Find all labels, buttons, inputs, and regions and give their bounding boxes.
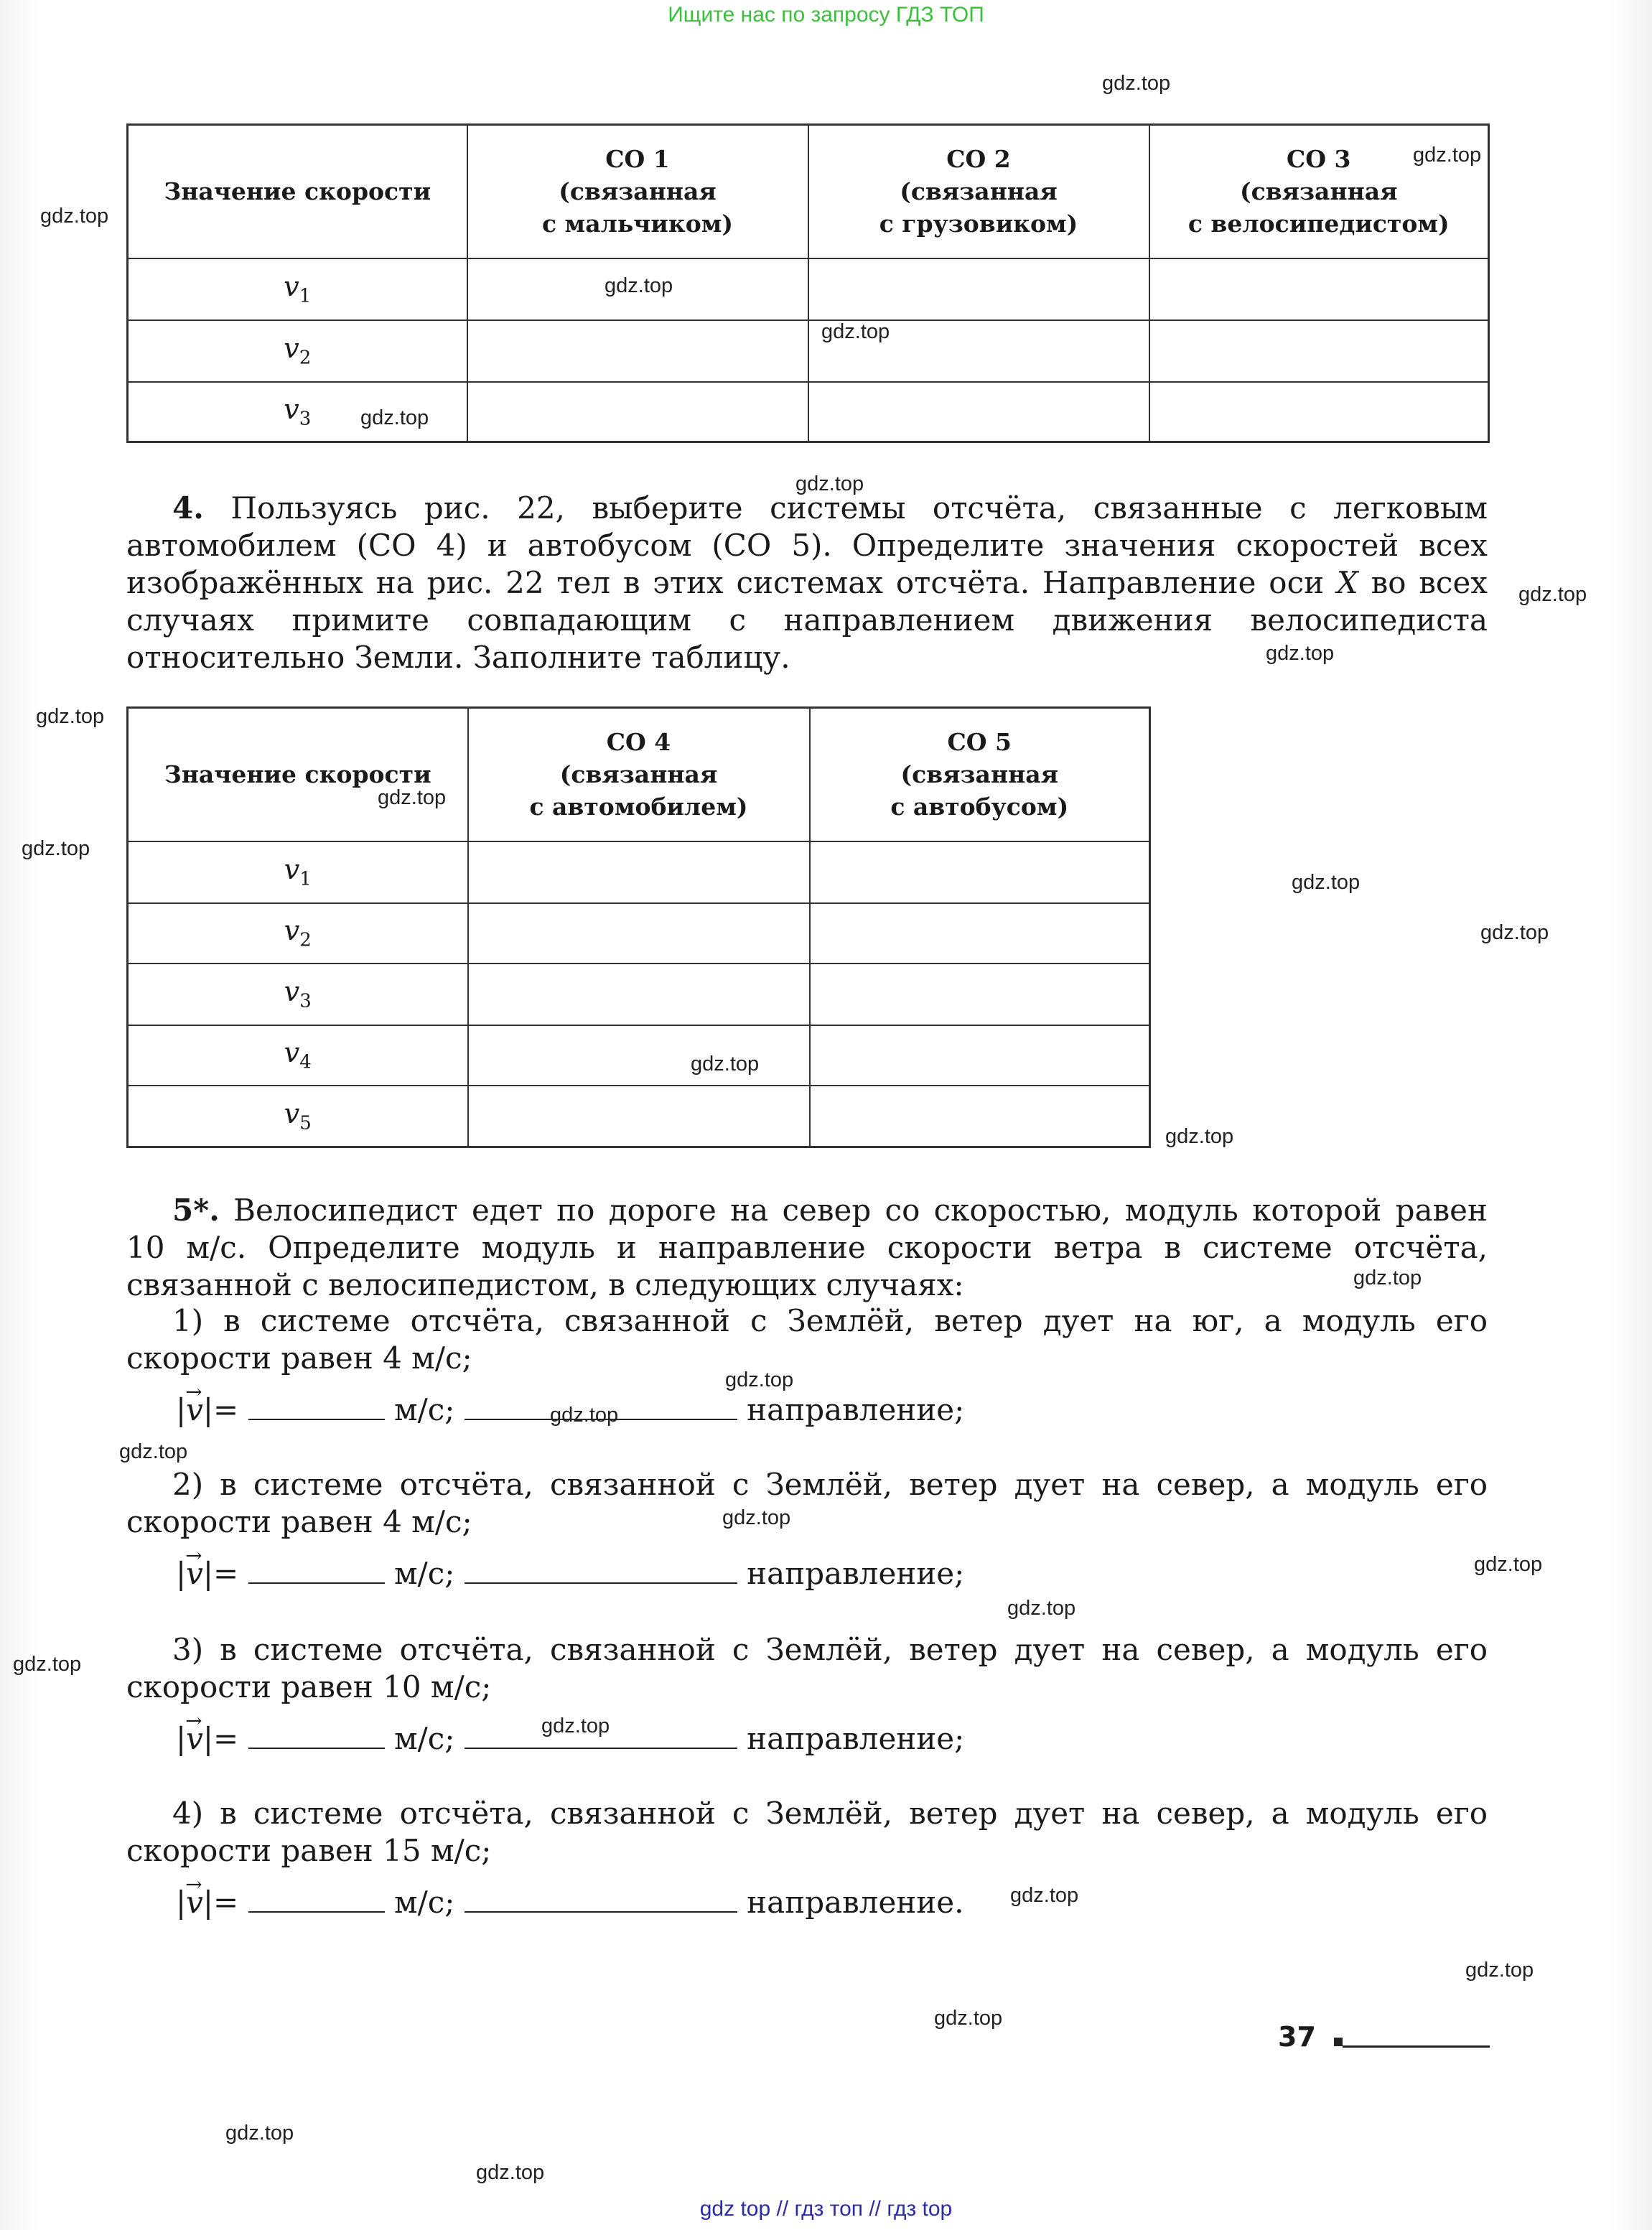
answer-cell[interactable] — [1149, 320, 1489, 382]
watermark: gdz.top — [1518, 583, 1587, 606]
task-5-case-3: 3) в системе отсчёта, связанной с Землёй, ветер дует на север, а модуль его скорости равен 10 м/с; — [126, 1632, 1488, 1704]
speed-blank[interactable] — [248, 1555, 385, 1584]
speed-blank[interactable] — [248, 1720, 385, 1749]
answer-cell[interactable] — [467, 320, 808, 382]
watermark: gdz.top — [795, 472, 864, 495]
watermark: gdz.top — [360, 406, 429, 429]
task-4-text: 4. Пользуясь рис. 22, выберите системы отсчёта, связанные с легковым автомобилем (СО 4) и автобусом (СО 5). Определите значения скоростей всех изображённых на рис. 22 тел в этих системах отсчёта. Направление оси X во всех случаях примите совпадающим с направлением движения велосипедиста относительно Земли. Заполните таблицу. — [126, 490, 1488, 675]
row-label-v2: $v_2$ — [128, 903, 468, 964]
speed-blank[interactable] — [248, 1884, 385, 1913]
watermark: gdz.top — [119, 1440, 188, 1463]
answer-line-3: |→ v|= м/с; направление; — [176, 1720, 964, 1758]
row-label-v3: $v_3$ — [128, 964, 468, 1025]
task-5-text: 5*. Велосипедист едет по дороге на север со скоростью, модуль которой равен 10 м/с. Определите модуль и направление скорости ветра в системе отсчёта, связанной с велосипедистом, в следующих случаях: — [126, 1193, 1488, 1302]
answer-cell[interactable] — [468, 841, 810, 903]
watermark: gdz.top — [476, 2161, 545, 2184]
watermark: gdz.top — [550, 1404, 619, 1427]
answer-cell[interactable] — [810, 903, 1150, 964]
watermark: gdz.top — [1165, 1125, 1234, 1148]
page-number: 37 — [1278, 2021, 1316, 2053]
watermark: gdz.top — [40, 205, 109, 228]
table2-header-co4: СО 4 (связанная с автомобилем) — [468, 708, 810, 841]
row-label-v5: $v_5$ — [128, 1086, 468, 1147]
table1-header-co2: СО 2 (связанная с грузовиком) — [808, 125, 1149, 258]
answer-line-4: |→ v|= м/с; направление. — [176, 1884, 964, 1921]
table-row — [128, 1025, 1150, 1086]
page-number-rule — [1343, 2045, 1490, 2048]
row-label-v2: $v_2$ — [128, 320, 467, 382]
speed-blank[interactable] — [248, 1391, 385, 1420]
watermark: gdz.top — [378, 786, 447, 809]
table-row — [128, 258, 1489, 320]
row-label-v3: $v_3$ — [128, 382, 467, 442]
watermark: gdz.top — [725, 1368, 794, 1391]
answer-cell[interactable] — [808, 382, 1149, 442]
watermark: gdz.top — [36, 705, 105, 728]
task-5-case-2: 2) в системе отсчёта, связанной с Землёй, ветер дует на север, а модуль его скорости равен 4 м/с; — [126, 1467, 1488, 1539]
watermark: gdz.top — [22, 837, 90, 860]
velocity-table-2 — [126, 706, 1151, 1148]
task-5-case-1: 1) в системе отсчёта, связанной с Землёй, ветер дует на юг, а модуль его скорости равен 4 м/с; — [126, 1303, 1488, 1376]
table-row — [128, 903, 1150, 964]
watermark: gdz.top — [1474, 1553, 1543, 1576]
answer-cell[interactable] — [810, 964, 1150, 1025]
row-label-v4: $v_4$ — [128, 1025, 468, 1086]
table2-header-velocity: Значение скорости — [128, 708, 468, 841]
watermark: gdz.top — [722, 1506, 791, 1529]
table-row — [128, 320, 1489, 382]
watermark: gdz.top — [1010, 1884, 1079, 1907]
direction-blank[interactable] — [465, 1555, 737, 1584]
watermark: gdz.top — [1007, 1597, 1076, 1620]
watermark: gdz.top — [541, 1715, 610, 1737]
answer-cell[interactable] — [810, 1086, 1150, 1147]
direction-blank[interactable] — [465, 1884, 737, 1913]
watermark: gdz.top — [13, 1653, 82, 1676]
answer-cell[interactable] — [1149, 258, 1489, 320]
answer-cell[interactable] — [468, 903, 810, 964]
row-label-v1: $v_1$ — [128, 841, 468, 903]
watermark: gdz.top — [1413, 144, 1482, 167]
table1-header-co1: СО 1 (связанная с мальчиком) — [467, 125, 808, 258]
velocity-table-1 — [126, 123, 1490, 443]
watermark: gdz.top — [1353, 1266, 1422, 1289]
table-row — [128, 964, 1150, 1025]
answer-cell[interactable] — [1149, 382, 1489, 442]
page-number-marker — [1334, 2038, 1343, 2046]
watermark: gdz.top — [1292, 871, 1361, 894]
watermark: gdz.top — [1102, 72, 1171, 95]
watermark: gdz.top — [225, 2122, 294, 2145]
table2-header-co5: СО 5 (связанная с автобусом) — [810, 708, 1150, 841]
top-banner-link[interactable]: Ищите нас по запросу ГДЗ ТОП — [668, 3, 984, 27]
answer-cell[interactable] — [467, 382, 808, 442]
watermark: gdz.top — [1266, 642, 1335, 665]
table-row — [128, 1086, 1150, 1147]
answer-line-2: |→ v|= м/с; направление; — [176, 1555, 964, 1592]
watermark: gdz.top — [605, 274, 673, 297]
answer-cell[interactable] — [808, 258, 1149, 320]
watermark: gdz.top — [934, 2007, 1003, 2030]
answer-cell[interactable] — [468, 964, 810, 1025]
answer-cell[interactable] — [810, 1025, 1150, 1086]
task-5-case-4: 4) в системе отсчёта, связанной с Землёй, ветер дует на север, а модуль его скорости равен 15 м/с; — [126, 1796, 1488, 1868]
table1-header-co3: СО 3 (связанная с велосипедистом) — [1149, 125, 1489, 258]
watermark: gdz.top — [1465, 1959, 1534, 1982]
answer-cell[interactable] — [468, 1086, 810, 1147]
bottom-links[interactable]: gdz top // гдз топ // гдз top — [699, 2197, 953, 2221]
answer-cell[interactable] — [810, 841, 1150, 903]
table-row — [128, 382, 1489, 442]
table-row — [128, 841, 1150, 903]
watermark: gdz.top — [691, 1053, 760, 1076]
watermark: gdz.top — [821, 320, 890, 343]
answer-line-1: |→ v|= м/с; направление; — [176, 1391, 964, 1429]
row-label-v1: $v_1$ — [128, 258, 467, 320]
watermark: gdz.top — [1480, 921, 1549, 944]
table1-header-velocity: Значение скорости — [128, 125, 467, 258]
